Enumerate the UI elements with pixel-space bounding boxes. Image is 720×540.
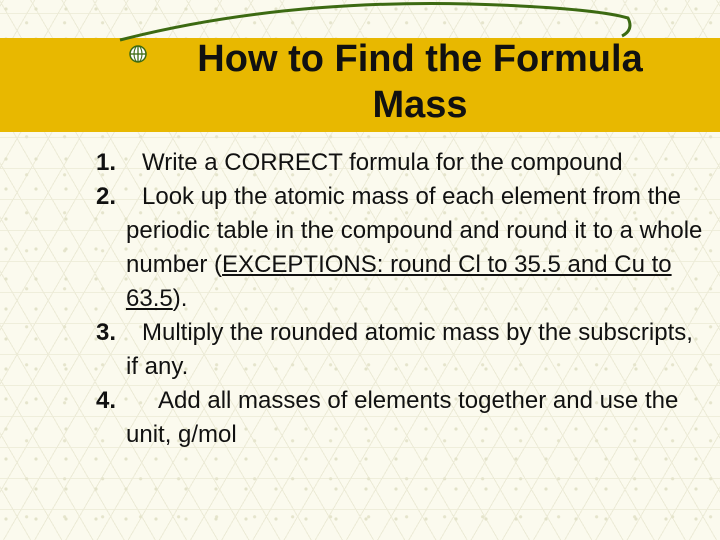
step-exceptions-text: EXCEPTIONS: round Cl to 35.5 and Cu to 63.5 [126,251,672,312]
step-item [96,316,706,384]
step-item [96,384,706,452]
slide-title-line2: Mass [372,84,468,126]
step-number: 1. [96,149,117,176]
step-number: 3. [96,319,117,346]
slide-title-line1: How to Find the Formula [197,38,643,80]
steps-list [96,146,706,452]
step-text: Multiply the rounded atomic mass by the subscripts, if any. [126,319,693,380]
step-text-end: ). [172,285,188,312]
step-number: 4. [96,387,117,414]
step-number: 2. [96,183,117,210]
step-item [96,180,706,316]
step-item [96,146,706,180]
step-text: Add all masses of elements together and use the unit, g/mol [126,387,679,448]
step-text: Write a CORRECT formula for the compound [142,149,623,176]
step-text: Look up the atomic mass of each element from the periodic table in the compound and round it to a whole number ( [126,183,703,278]
slide-title [120,36,720,128]
